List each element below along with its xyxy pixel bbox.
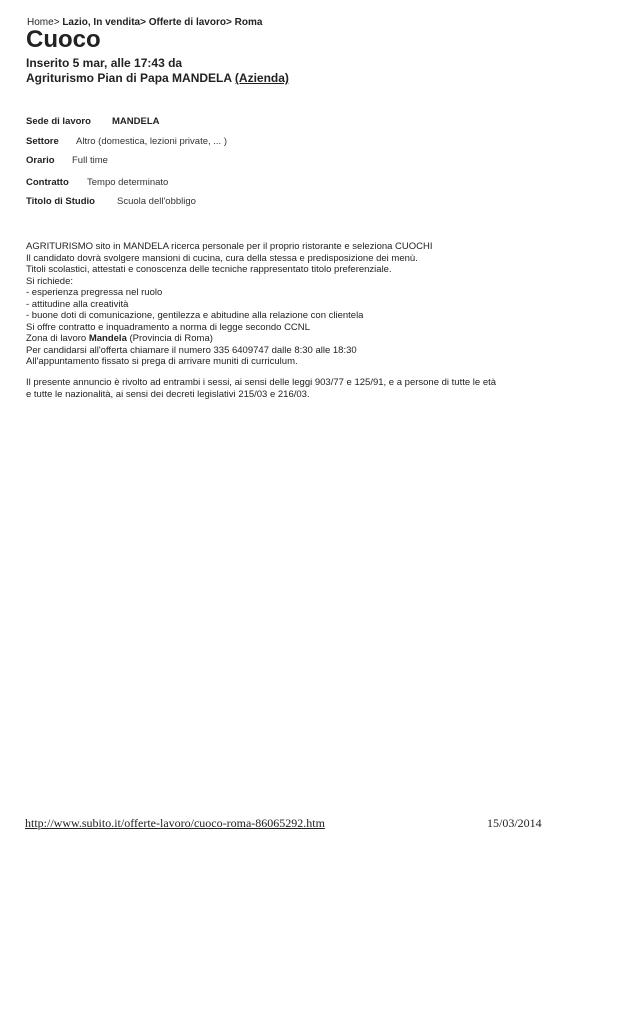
company-type: (Azienda): [234, 71, 289, 85]
detail-label: Contratto: [26, 177, 69, 188]
posted-info: Inserito 5 mar, alle 17:43 da: [26, 56, 183, 70]
legal-notice: [26, 377, 596, 401]
legal-line: Il presente annuncio è rivolto ad entrambi i sessi, ai sensi delle leggi 903/77 e 125/91, e a persone di tutte le età: [26, 377, 497, 388]
detail-value: Altro (domestica, lezioni private, ... ): [76, 136, 227, 147]
footer-date: 15/03/2014: [487, 816, 542, 830]
detail-value: MANDELA: [112, 116, 160, 127]
detail-settore: [26, 136, 227, 148]
detail-value: Full time: [72, 155, 108, 166]
company-name[interactable]: Agriturismo Pian di Papa MANDELA: [26, 71, 232, 85]
description-line: Il candidato dovrà svolgere mansioni di cucina, cura della stessa e predisposizione dei menù.: [26, 252, 418, 264]
description-line: Si richiede:: [26, 275, 73, 287]
description-line: All'appuntamento fissato si prega di arrivare muniti di curriculum.: [26, 356, 298, 367]
description-line: Titoli scolastici, attestati e conoscenza delle tecniche rappresentato titolo preferenziale.: [26, 264, 392, 275]
company-line: [26, 71, 289, 85]
description-line: - attitudine alla creatività: [26, 298, 129, 310]
description-line-contact: Per candidarsi all'offerta chiamare il numero 335 6409747 dalle 8:30 alle 18:30: [26, 344, 357, 356]
breadcrumb-region-link[interactable]: Lazio, In vendita: [62, 17, 141, 28]
description-line: AGRITURISMO sito in MANDELA ricerca personale per il proprio ristorante e seleziona CUOCHI: [26, 241, 433, 252]
detail-label: Titolo di Studio: [26, 196, 95, 207]
detail-label: Settore: [26, 136, 59, 147]
detail-sede: [26, 116, 160, 128]
job-description: [26, 241, 586, 368]
location-prefix: Zona di lavoro: [26, 333, 89, 344]
detail-label: Orario: [26, 155, 55, 166]
detail-contratto: [26, 177, 168, 189]
location-suffix: (Provincia di Roma): [126, 333, 213, 344]
breadcrumb-category-link[interactable]: Offerte di lavoro: [148, 17, 226, 28]
description-line: - esperienza pregressa nel ruolo: [26, 287, 163, 298]
location-name: Mandela: [88, 333, 127, 344]
breadcrumb-separator: >: [53, 17, 60, 28]
breadcrumb-separator: >: [140, 17, 146, 28]
description-line-location: [26, 333, 586, 345]
description-line: Si offre contratto e inquadramento a norma di legge secondo CCNL: [26, 321, 310, 333]
legal-line: e tutte le nazionalità, ai sensi dei decreti legislativi 215/03 e 216/03.: [26, 389, 310, 400]
breadcrumb-city-link[interactable]: Roma: [234, 17, 263, 28]
detail-orario: [26, 155, 108, 167]
breadcrumb-home-link[interactable]: Home: [27, 17, 54, 28]
detail-value: Scuola dell'obbligo: [117, 196, 196, 207]
description-line: - buone doti di comunicazione, gentilezza e abitudine alla relazione con clientela: [26, 310, 364, 321]
detail-value: Tempo determinato: [87, 177, 169, 188]
footer-url-link[interactable]: http://www.subito.it/offerte-lavoro/cuoco-roma-86065292.htm: [25, 816, 325, 830]
detail-titolo: [26, 196, 196, 208]
page-title: Cuoco: [26, 26, 101, 53]
detail-label: Sede di lavoro: [26, 116, 91, 127]
breadcrumb-separator: >: [225, 17, 232, 28]
